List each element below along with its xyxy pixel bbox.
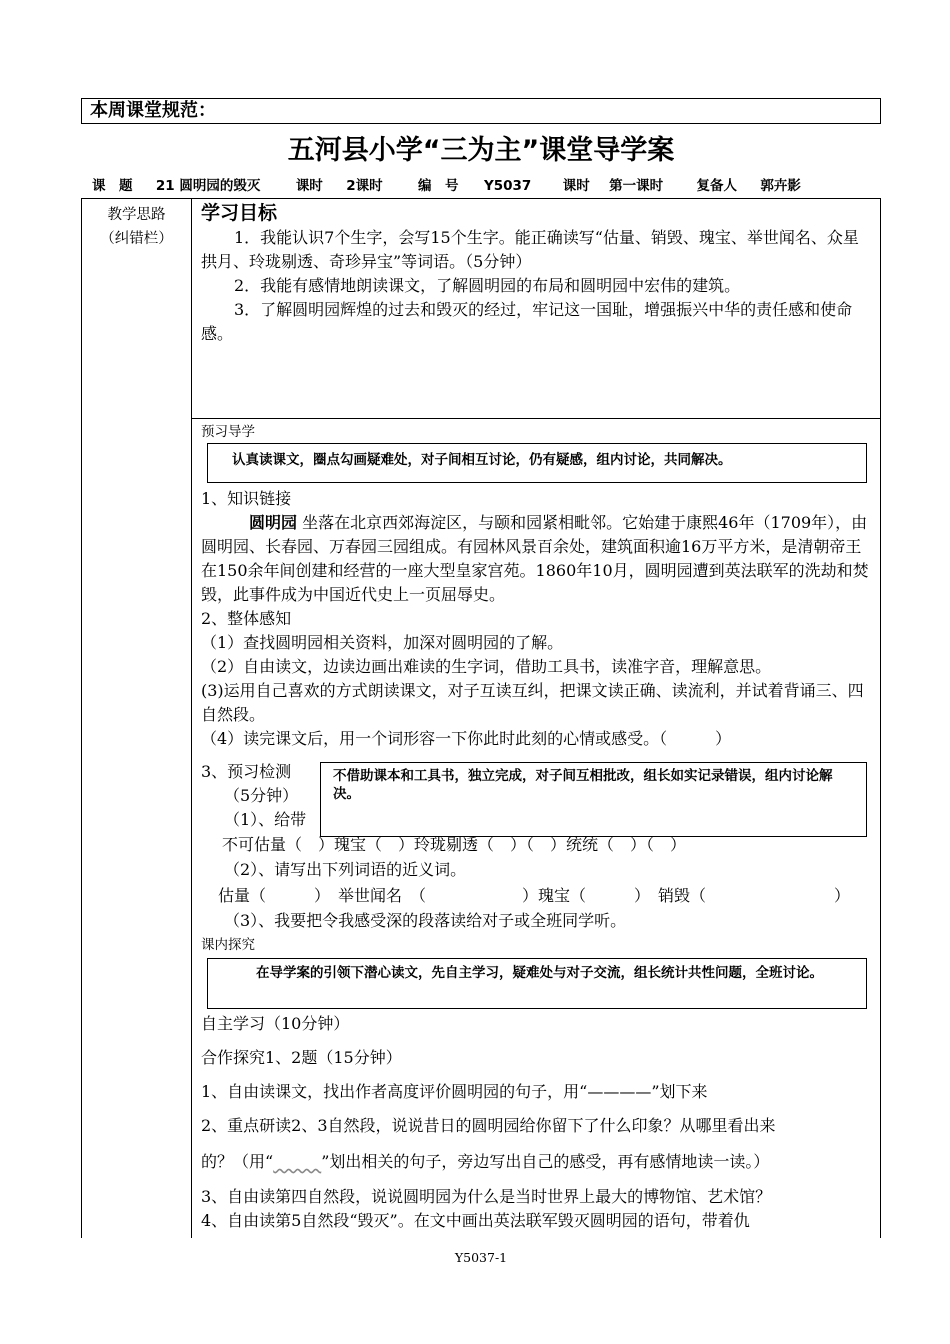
overall-3: (3)运用自己喜欢的方式朗读课文，对子互读互纠，把课文读正确、读流利，并试着背诵三、四自然段。 bbox=[201, 681, 864, 724]
goal-1: 1．我能认识7个生字，会写15个生字。能正确读写“估量、销毁、瑰宝、举世闻名、众星拱月、玲珑剔透、奇珍异宝”等词语。（5分钟） bbox=[201, 228, 859, 271]
prep-value: 郭卉影 bbox=[760, 178, 801, 194]
overall-2: （2）自由读文，边读边画出难读的生字词，借助工具书，读准字音，理解意思。 bbox=[201, 657, 772, 676]
goals-heading: 学习目标 bbox=[201, 202, 278, 224]
explore-item-2b-post: ”划出相关的句子，旁边写出自己的感受，再有感情地读一读。） bbox=[321, 1152, 770, 1171]
explore-item-4: 4、自由读第5自然段“毁灭”。在文中画出英法联军毁灭圆明园的语句，带着仇 bbox=[201, 1211, 750, 1230]
question-3: （3）、我要把令我感受深的段落读给对子或全班同学听。 bbox=[224, 911, 627, 930]
top-norm-label: 本周课堂规范： bbox=[90, 100, 216, 121]
goals-body bbox=[201, 226, 874, 346]
side-line1: 教学思路 bbox=[107, 207, 166, 223]
preview-label: 预习导学 bbox=[201, 424, 255, 440]
goal-3: 3．了解圆明园辉煌的过去和毁灭的经过，牢记这一国耻，增强振兴中华的责任感和使命感。 bbox=[201, 300, 853, 343]
prep-label: 复备人 bbox=[696, 178, 738, 194]
side-line2: （纠错栏） bbox=[100, 231, 173, 247]
code-label: 编 号 bbox=[418, 178, 459, 194]
wavy-line-mark bbox=[273, 1152, 321, 1171]
knowledge-paragraph bbox=[201, 511, 874, 607]
explore-label: 课内探究 bbox=[201, 937, 255, 953]
table-top-border bbox=[81, 198, 881, 199]
explore-item-2b bbox=[201, 1150, 769, 1174]
table-left-border bbox=[81, 198, 82, 1238]
page-footer: Y5037-1 bbox=[454, 1250, 508, 1265]
lesson-label: 课时 bbox=[562, 178, 590, 194]
hours-label: 课时 bbox=[295, 178, 323, 194]
explore-item-3: 3、自由读第四自然段，说说圆明园为什么是当时世界上最大的博物馆、艺术馆？ bbox=[201, 1187, 772, 1206]
section-knowledge-link: 1、知识链接 bbox=[201, 489, 292, 508]
explore-instruction: 在导学案的引领下潜心读文，先自主学习，疑难处与对子交流，组长统计共性问题，全班讨论。 bbox=[256, 965, 823, 981]
preview-instruction: 认真读课文，圈点勾画疑难处，对子间相互讨论，仍有疑感，组内讨论，共同解决。 bbox=[232, 452, 732, 468]
question-1-items: 不可估量（ ）瑰宝（ ）玲珑剔透（ ）（ ）统统（ ）（ ） bbox=[222, 835, 687, 854]
course-label: 课 题 bbox=[92, 178, 133, 194]
section-check-time: （5分钟） bbox=[224, 786, 299, 805]
goals-divider bbox=[191, 418, 881, 419]
section-check: 3、预习检测 bbox=[201, 762, 292, 781]
explore-coop: 合作探究1、2题（15分钟） bbox=[201, 1048, 402, 1067]
knowledge-text: 坐落在北京西郊海淀区，与颐和园紧相毗邻。它始建于康熙46年（1709年），由圆明园、长春园、万春园三园组成。有园林风景百余处，建筑面积逾16万平方米，是清朝帝王在150余年间创建和经营的一座大型皇家宫苑。1860年10月，圆明园遭到英法联军的洗劫和焚毁，此事件成为中国近代史上一页屈辱史。 bbox=[201, 513, 869, 604]
explore-item-2b-pre: 的？（用“ bbox=[201, 1152, 274, 1171]
explore-item-2a: 2、重点研读2、3自然段，说说昔日的圆明园给你留下了什么印象？从哪里看出来 bbox=[201, 1116, 776, 1135]
question-1: （1）、给带 bbox=[224, 810, 307, 829]
overall-1: （1）查找圆明园相关资料，加深对圆明园的了解。 bbox=[201, 633, 564, 652]
course-value: 21 圆明园的毁灭 bbox=[155, 178, 261, 194]
knowledge-term: 圆明园 bbox=[249, 513, 298, 532]
section-overall: 2、整体感知 bbox=[201, 609, 292, 628]
meta-row bbox=[92, 177, 801, 195]
hours-value: 2课时 bbox=[346, 178, 383, 194]
column-divider bbox=[191, 198, 192, 1238]
check-instruction: 不借助课本和工具书，独立完成，对子间互相批改，组长如实记录错误，组内讨论解决。 bbox=[333, 768, 833, 802]
goal-2: 2．我能有感情地朗读课文，了解圆明园的布局和圆明园中宏伟的建筑。 bbox=[234, 276, 741, 295]
side-column bbox=[82, 203, 191, 251]
lesson-value: 第一课时 bbox=[609, 178, 664, 194]
question-2-items: 估量（ ） 举世闻名 （ ）瑰宝（ ） 销毁（ ） bbox=[218, 886, 851, 905]
explore-self: 自主学习（10分钟） bbox=[201, 1014, 350, 1033]
table-right-border bbox=[880, 198, 881, 1238]
question-2: （2）、请写出下列词语的近义词。 bbox=[224, 860, 467, 879]
code-value: Y5037 bbox=[483, 178, 532, 194]
explore-item-1: 1、自由读课文，找出作者高度评价圆明园的句子，用“————”划下来 bbox=[201, 1082, 708, 1101]
overall-4: （4）读完课文后，用一个词形容一下你此时此刻的心情或感受。（ ） bbox=[201, 729, 732, 748]
preview-body bbox=[201, 487, 874, 751]
doc-title: 五河县小学“三为主”课堂导学案 bbox=[287, 135, 675, 166]
